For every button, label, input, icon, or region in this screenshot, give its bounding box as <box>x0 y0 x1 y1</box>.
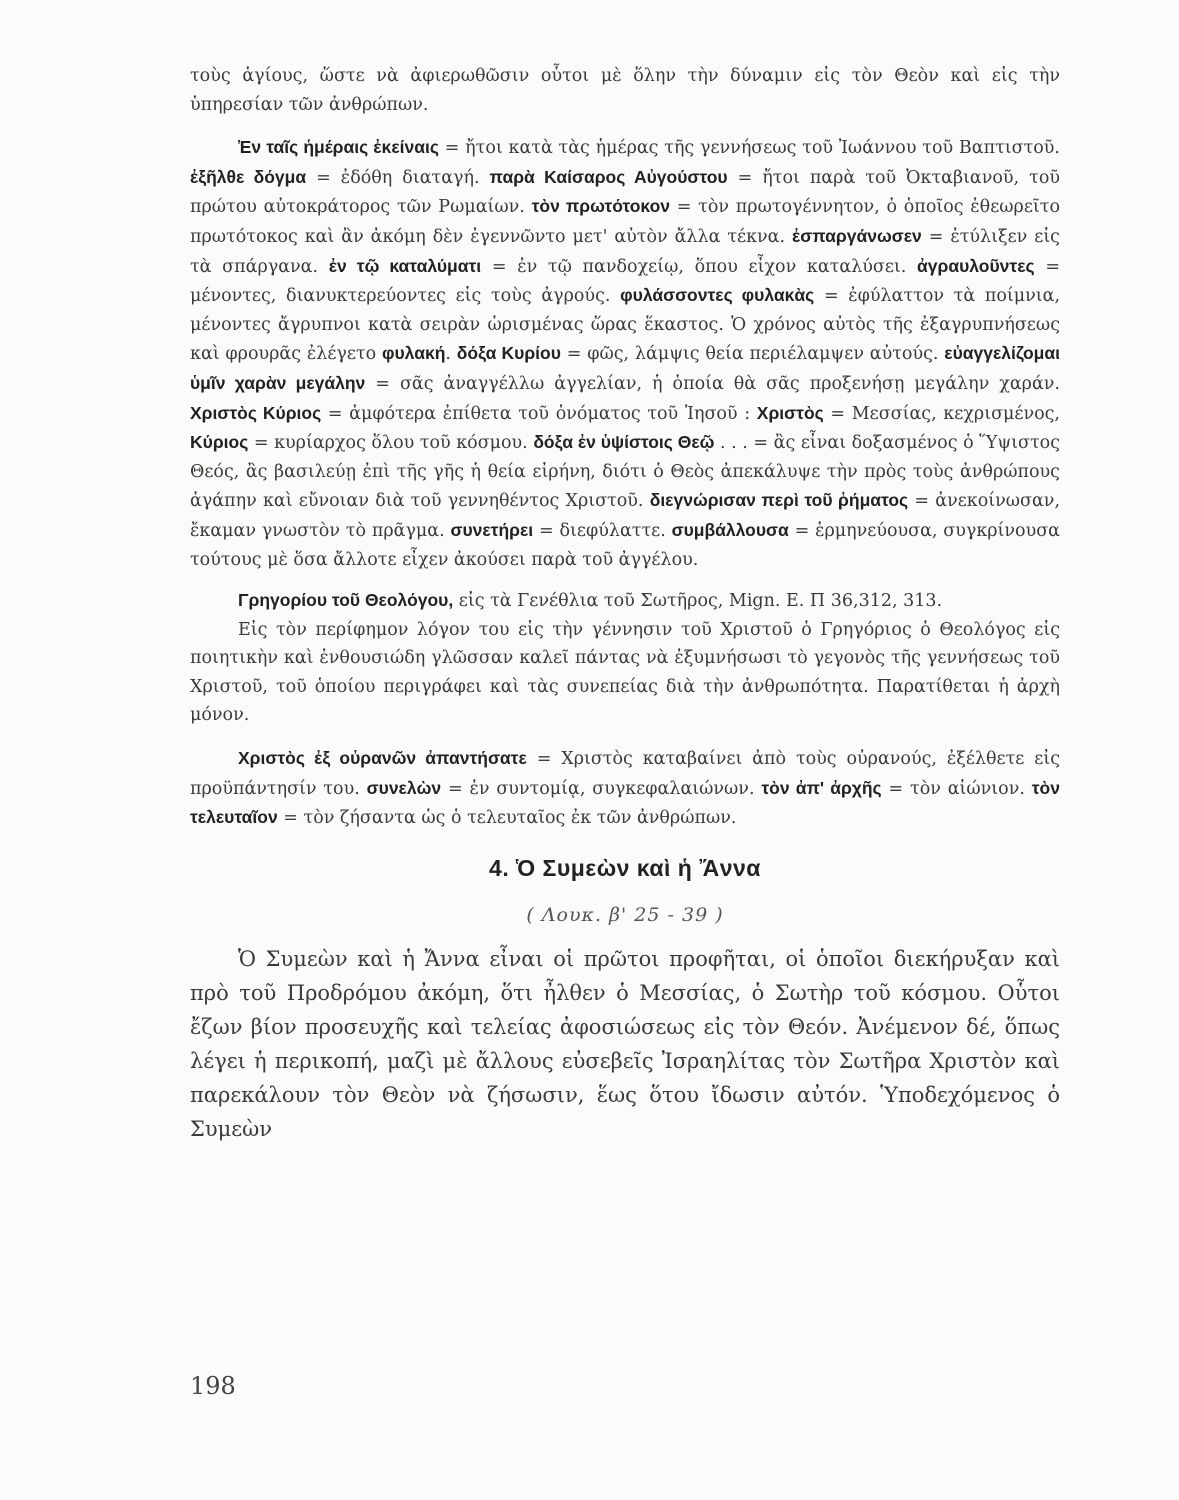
text-run: = ἐν τῷ πανδοχείῳ, ὅπου εἶχον καταλύσει. <box>481 256 918 277</box>
text-run: = ἤτοι κατὰ τὰς ἡμέρας τῆς γεννήσεως τοῦ Ἰωάννου τοῦ Βαπτιστοῦ. <box>438 138 1060 159</box>
text-run: εἰς τὰ Γενέθλια τοῦ Σωτῆρος, Mign. E. Π 36,312, 313. <box>453 591 943 612</box>
gloss-term: δόξα ἐν ὑψίστοις Θεῷ <box>533 432 715 453</box>
gloss-term: Κύριος <box>190 432 249 453</box>
text-run: = τὸν πρωτογέννητον, ὁ ὁποῖος ἐθεωρεῖτο πρωτότοκος καὶ ἂν ἀκόμη δὲν ἐγεννῶντο μετ' αὐτὸν ἄλλα τέκνα. <box>190 197 1060 247</box>
text-run: Ὁ Συμεὼν καὶ ἡ Ἄννα εἶναι οἱ πρῶτοι προφῆται, οἱ ὁποῖοι διεκήρυξαν καὶ πρὸ τοῦ Προδρόμου ἀκόμη, ὅτι ἦλθεν ὁ Μεσσίας, ὁ Σωτὴρ τοῦ κόσμου. Οὗτοι ἔζων βίον προσευχῆς καὶ τελείας ἀφοσιώσεως εἰς τὸν Θεόν. Ἀνέμενον δέ, ὅπως λέγει ἡ περικοπή, μαζὶ μὲ ἄλλους εὐσεβεῖς Ἰσραηλίτας τὸν Σωτῆρα Χριστὸν καὶ παρεκάλουν τὸν Θεὸν νὰ ζήσωσιν, ἕως ὅτου ἴδωσιν αὐτόν. Ὑποδεχόμενος ὁ Συμεὼν <box>190 946 1060 1141</box>
text-run: = ἤτοι παρὰ τοῦ Ὀκταβιανοῦ, τοῦ πρώτου αὐτοκράτορος τῶν Ρωμαίων. <box>190 167 1060 218</box>
page-body <box>190 62 1060 1146</box>
source-reference <box>190 586 1060 616</box>
text-run: = κυρίαρχος ὅλου τοῦ κόσμου. <box>248 433 534 454</box>
text-run: = ἀμφότερα ἐπίθετα τοῦ ὀνόματος τοῦ Ἰησοῦ : <box>321 403 757 424</box>
section-reference: ( Λουκ. β' 25 - 39 ) <box>526 903 724 926</box>
text-run: . . . = ἂς εἶναι δοξασμένος ὁ Ὕψιστος Θεός, ἂς βασιλεύῃ ἐπὶ τῆς γῆς ἡ θεία εἰρήνη, διότι ὁ Θεὸς ἀπεκάλυψε τὴν πρὸς τοὺς ἀνθρώπους ἀγάπην καὶ εὔνοιαν διὰ τοῦ γεννηθέντος Χριστοῦ. <box>190 433 1060 512</box>
text-run: . <box>445 344 457 365</box>
gloss-term: εὐαγγελίζομαι ὑμῖν χαρὰν μεγάλην <box>190 343 1060 393</box>
text-run: = τὸν ζήσαντα ὡς ὁ τελευταῖος ἐκ τῶν ἀνθρώπων. <box>277 808 737 829</box>
gloss-term: Χριστὸς <box>756 402 824 423</box>
text-run: = ἀνεκοίνωσαν, ἔκαμαν γνωστὸν τὸ πρᾶγμα. <box>190 491 1061 541</box>
glossary-luke-2 <box>190 133 1060 574</box>
text-run: = φῶς, λάμψις θεία περιέλαμψεν αὐτούς. <box>560 344 945 365</box>
gloss-term: τὸν ἀπ' ἀρχῆς <box>761 777 882 798</box>
gloss-term: Ἐν ταῖς ἡμέραις ἐκείναις <box>238 137 439 158</box>
text-run: = διεφύλαττε. <box>533 520 672 541</box>
text-run: = Μεσσίας, κεχρισμένος, <box>823 403 1060 424</box>
gloss-term: τὸν πρωτότοκον <box>531 196 671 217</box>
text-run: = μένοντες, διανυκτερεύοντες εἰς τοὺς ἀγρούς. <box>190 256 1060 307</box>
text-run: = ἑρμηνεύουσα, συγκρίνουσα τούτους μὲ ὅσα ἄλλοτε εἶχεν ἀκούσει παρὰ τοῦ ἀγγέλου. <box>190 520 1060 570</box>
gloss-term: ἐξῆλθε δόγμα <box>190 166 307 187</box>
gloss-term: συμβάλλουσα <box>671 519 789 540</box>
text-run: Εἰς τὸν περίφημον λόγον του εἰς τὴν γέννησιν τοῦ Χριστοῦ ὁ Γρηγόριος ὁ Θεολόγος εἰς ποιητικὴν καὶ ἐνθουσιώδη γλῶσσαν καλεῖ πάντας νὰ ἐξυμνήσωσι τὸ γεγονὸς τῆς γεννήσεως τοῦ Χριστοῦ, τοῦ ὁποίου περιγράφει καὶ τὰς συνεπείας διὰ τὴν ἀνθρωπότητα. Παρατίθεται ἡ ἀρχὴ μόνον. <box>190 619 1060 726</box>
text-run: = ἐν συντομίᾳ, συγκεφαλαιώνων. <box>441 778 762 799</box>
gloss-term: συνελὼν <box>366 777 442 798</box>
gloss-term: Γρηγορίου τοῦ Θεολόγου, <box>238 590 454 611</box>
gloss-term: φυλακή <box>381 343 446 364</box>
gloss-term: Χριστὸς ἐξ οὐρανῶν ἀπαντήσατε <box>238 748 527 769</box>
paragraph-gregory-intro <box>190 616 1060 730</box>
gloss-term: ἐσπαργάνωσεν <box>791 225 922 246</box>
glossary-gregory <box>190 744 1060 833</box>
text-run: = ἐτύλιξεν εἰς τὰ σπάργανα. <box>190 226 1060 277</box>
gloss-term: φυλάσσοντες φυλακὰς <box>620 285 815 306</box>
text-run: = Χριστὸς καταβαίνει ἀπὸ τοὺς οὐρανούς, ἐξέλθετε εἰς προϋπάντησίν του. <box>190 749 1060 799</box>
gloss-term: διεγνώρισαν περὶ τοῦ ῥήματος <box>649 490 909 511</box>
gloss-term: Χριστὸς Κύριος <box>190 402 322 423</box>
gloss-term: ἀγραυλοῦντες <box>917 255 1035 276</box>
gloss-term: ἐν τῷ καταλύματι <box>328 255 482 276</box>
text-run: = τὸν αἰώνιον. <box>881 778 1032 799</box>
text-run: = ἐδόθη διαταγή. <box>306 167 490 188</box>
paragraph-symeon-anna <box>190 942 1060 1146</box>
text-run: τοὺς ἁγίους, ὥστε νὰ ἀφιερωθῶσιν οὗτοι μὲ ὅλην τὴν δύναμιν εἰς τὸν Θεὸν καὶ εἰς τὴν ὑπηρεσίαν τῶν ἀνθρώπων. <box>190 66 1060 115</box>
section-title: 4. Ὁ Συμεὼν καὶ ἡ Ἄννα <box>489 854 761 881</box>
gloss-term: συνετήρει <box>450 519 534 540</box>
gloss-term: δόξα Κυρίου <box>456 343 561 364</box>
gloss-term: παρὰ Καίσαρος Αὐγούστου <box>489 166 728 187</box>
gloss-term: τὸν τελευταῖον <box>190 777 1060 828</box>
text-run: = σᾶς ἀναγγέλλω ἀγγελίαν, ἡ ὁποία θὰ σᾶς προξενήσῃ μεγάλην χαράν. <box>365 373 1060 394</box>
text-run: = ἐφύλαττον τὰ ποίμνια, μένοντες ἄγρυπνοι κατὰ σειρὰν ὡρισμένας ὥρας ἕκαστος. Ὁ χρόνος αὐτὸς τῆς ἐξαγρυπνήσεως καὶ φρουρᾶς ἐλέγετο <box>190 286 1061 365</box>
page-number: 198 <box>190 1372 236 1400</box>
paragraph-continuation <box>190 62 1060 119</box>
